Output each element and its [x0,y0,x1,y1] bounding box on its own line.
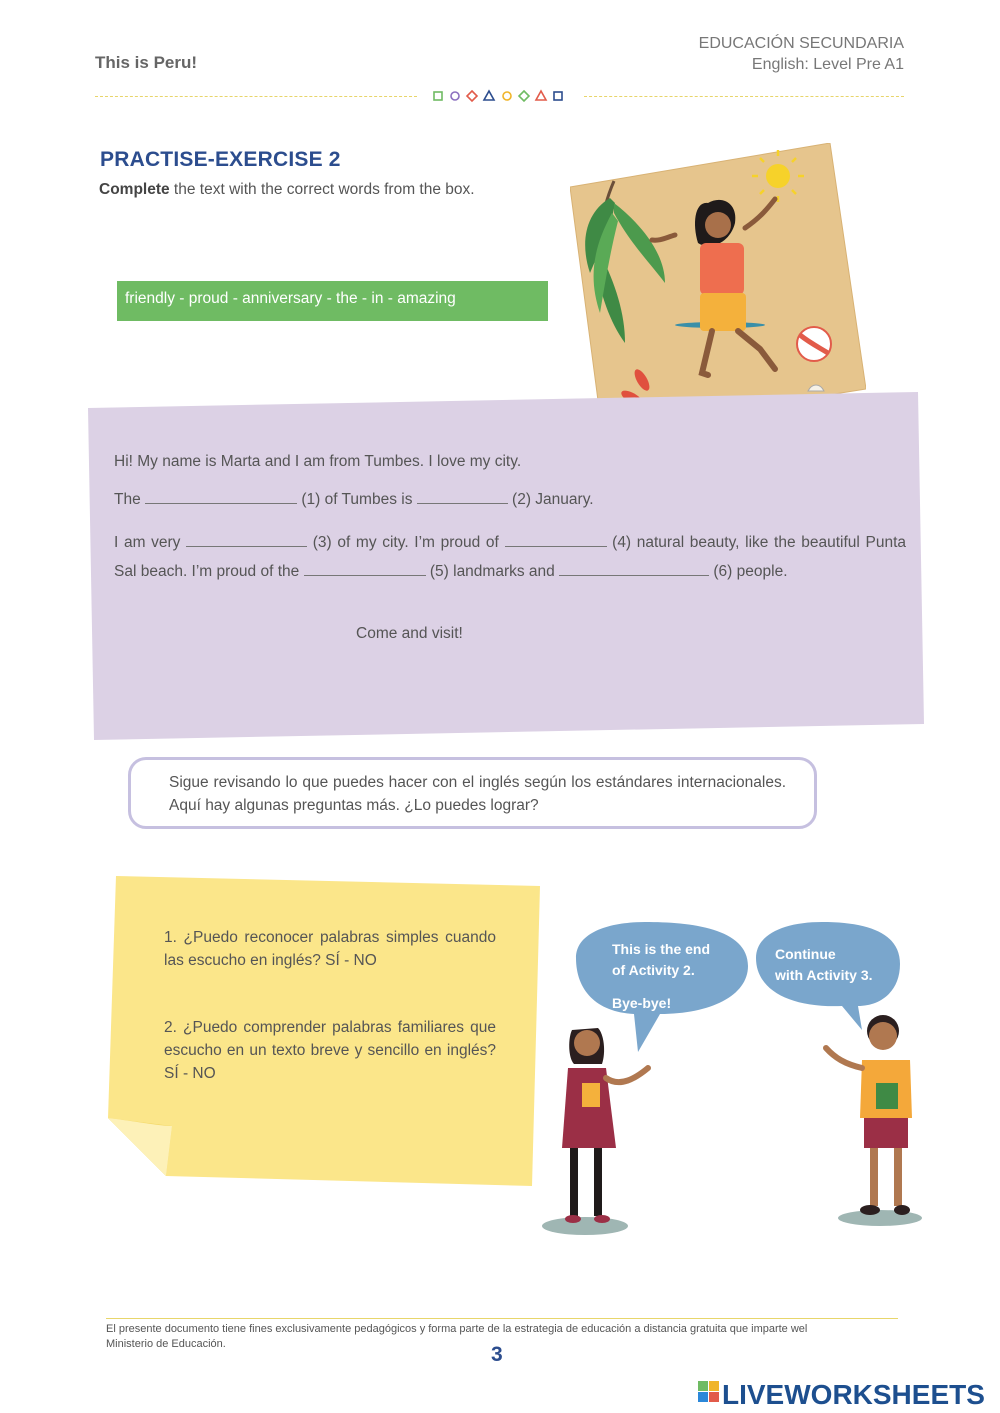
boy-bubble-line-2: with Activity 3. [775,967,873,983]
story-line-3b: (3) of my city. I’m proud of [307,534,505,551]
watermark-text: LIVEWORKSHEETS [722,1379,985,1410]
exercise-instruction [99,181,475,199]
footer-divider [106,1318,898,1319]
blank-4[interactable] [505,533,607,547]
level-info [699,33,904,75]
blank-1[interactable] [145,490,297,504]
story-line-2c: (2) January. [507,491,594,508]
page-number: 3 [491,1343,503,1366]
footer-disclaimer: El presente documento tiene fines exclusivamente pedagógicos y forma parte de la estrategia de educación a distancia gratuita que imparte wel Ministerio de Educación. [106,1323,808,1350]
level-line-2: English: Level Pre A1 [751,56,904,73]
story-line-3e: (6) people. [709,563,788,580]
brand-title: This is Peru! [95,53,198,72]
story-line-3a: I am very [114,534,187,551]
story-line-3c: (4) natural beauty, like the beautiful Punta Sal beach. I’m proud of the [114,534,907,580]
story-line-2 [114,490,594,509]
exercise-title: PRACTISE-EXERCISE 2 [100,148,341,171]
girl-bubble-line-1: This is the end [612,941,711,957]
liveworksheets-logo[interactable] [696,1375,996,1411]
story-line-1: Hi! My name is Marta and I am from Tumbes. I love my city. [114,453,522,470]
story-line-3d: (5) landmarks and [425,563,560,580]
instruction-bold: Complete [99,181,170,198]
story-line-2b: (1) of Tumbes is [297,491,417,508]
boy-bubble-line-1: Continue [775,946,836,962]
blank-2[interactable] [417,490,508,504]
beach-girl-illustration [570,143,866,431]
story-text-box [88,392,924,740]
blank-3[interactable] [186,533,307,547]
story-closing: Come and visit! [356,625,463,642]
question-1: 1. ¿Puedo reconocer palabras simples cuando las escucho en inglés? SÍ - NO [164,929,496,969]
girl-bubble-line-2: of Activity 2. [612,962,695,978]
instruction-rest: the text with the correct words from the box. [169,181,475,198]
blank-6[interactable] [559,562,709,576]
blank-5[interactable] [304,562,426,576]
question-2: 2. ¿Puedo comprender palabras familiares que escucho en un texto breve y sencillo en inglés? SÍ - NO [164,1019,496,1082]
level-line-1: EDUCACIÓN SECUNDARIA [698,35,904,52]
students-illustration [540,918,930,1238]
decorative-shapes-icon [432,89,568,103]
header-divider-left [95,96,417,97]
header-divider-right [584,96,904,97]
self-check-sticky-note [104,876,544,1188]
standards-note: Sigue revisando lo que puedes hacer con el inglés según los estándares internacionales. Aquí hay algunas preguntas más. ¿Lo puedes lograr? [128,757,817,829]
story-line-2a: The [114,491,146,508]
story-paragraph [114,528,906,586]
word-box: friendly - proud - anniversary - the - in - amazing [117,281,548,321]
girl-bubble-line-3: Bye-bye! [612,995,672,1011]
